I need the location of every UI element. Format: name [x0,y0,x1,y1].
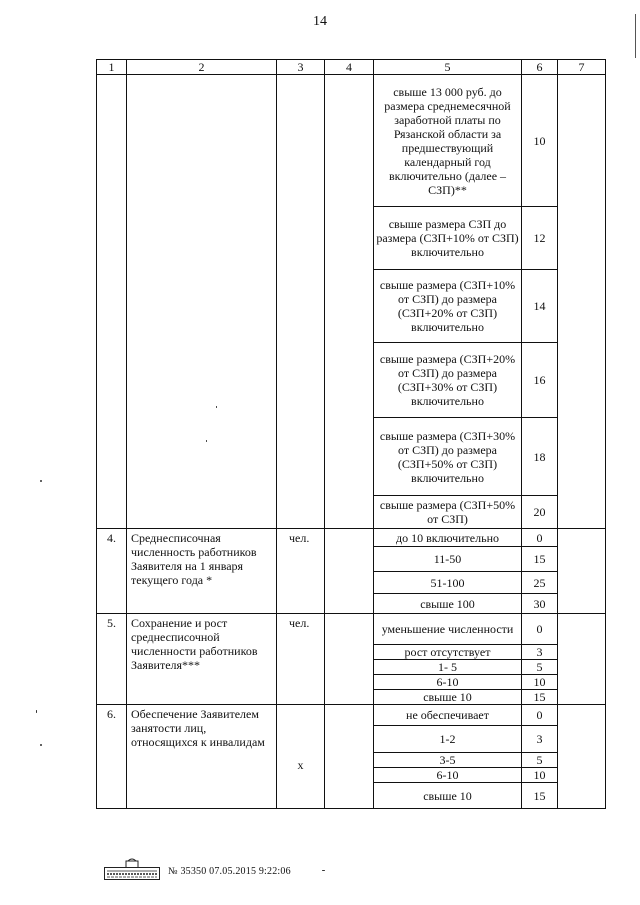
cell-empty [325,614,374,705]
criterion-score: 15 [522,547,558,572]
criterion-value: свыше размера (СЗП+50% от СЗП) [374,496,522,529]
criterion-score: 18 [522,418,558,496]
table-row [97,705,606,726]
criterion-value: до 10 включительно [374,529,522,547]
criterion-unit: чел. [277,529,325,614]
criterion-value: 11-50 [374,547,522,572]
criterion-value: свыше 13 000 руб. до размера среднемесячной заработной платы по Рязанской области за предшествующий календарный год включительно (далее – СЗП)** [374,75,522,207]
criterion-value: уменьшение численности [374,614,522,645]
criterion-unit: x [277,705,325,809]
criterion-value: не обеспечивает [374,705,522,726]
criterion-score: 12 [522,207,558,270]
cell-empty [277,75,325,529]
scan-speck [40,744,42,746]
criterion-score: 10 [522,768,558,783]
criterion-value: 6-10 [374,675,522,690]
criterion-score: 10 [522,75,558,207]
criterion-score: 0 [522,614,558,645]
criterion-number: 4. [97,529,127,614]
criterion-value: 51-100 [374,572,522,594]
criterion-score: 15 [522,690,558,705]
column-header: 2 [127,60,277,75]
cell-empty [325,705,374,809]
document-footer [104,858,524,884]
scan-edge-mark [633,14,636,58]
criterion-score: 25 [522,572,558,594]
criterion-score: 3 [522,726,558,753]
criterion-value: 1-2 [374,726,522,753]
criterion-value: 1- 5 [374,660,522,675]
criterion-value: свыше размера (СЗП+10% от СЗП) до размера (СЗП+20% от СЗП) включительно [374,270,522,343]
criterion-name: Сохранение и рост среднесписочной численности работников Заявителя*** [127,614,277,705]
criterion-value: свыше размера (СЗП+30% от СЗП) до размера (СЗП+50% от СЗП) включительно [374,418,522,496]
column-header: 7 [558,60,606,75]
criterion-name: Среднесписочная численность работников Заявителя на 1 января текущего года * [127,529,277,614]
criterion-value: свыше 10 [374,690,522,705]
criterion-score: 0 [522,529,558,547]
table-row [97,614,606,645]
cell-empty [127,75,277,529]
criteria-table [96,59,606,809]
criterion-value: свыше размера СЗП до размера (СЗП+10% от СЗП) включительно [374,207,522,270]
cell-empty [97,75,127,529]
cell-empty [558,529,606,614]
criterion-score: 30 [522,594,558,614]
criterion-score: 15 [522,783,558,809]
table-row [97,529,606,547]
criterion-name: Обеспечение Заявителем занятости лиц, относящихся к инвалидам [127,705,277,809]
criterion-value: свыше 100 [374,594,522,614]
criterion-score: 0 [522,705,558,726]
column-header: 3 [277,60,325,75]
cell-empty [558,705,606,809]
column-header: 4 [325,60,374,75]
criterion-score: 3 [522,645,558,660]
criterion-score: 5 [522,753,558,768]
criterion-score: 20 [522,496,558,529]
criterion-number: 5. [97,614,127,705]
scan-speck [40,480,42,482]
table-header-row [97,60,606,75]
page-number: 14 [313,14,327,29]
criterion-value: рост отсутствует [374,645,522,660]
column-header: 5 [374,60,522,75]
criterion-value: свыше размера (СЗП+20% от СЗП) до размера (СЗП+30% от СЗП) включительно [374,343,522,418]
cell-empty [558,75,606,529]
column-header: 6 [522,60,558,75]
scan-speck [36,710,37,713]
document-registration-number: № 35350 07.05.2015 9:22:06 [168,866,291,877]
table-row [97,75,606,207]
criterion-value: 3-5 [374,753,522,768]
criterion-score: 5 [522,660,558,675]
cell-empty [558,614,606,705]
cell-empty [325,75,374,529]
cell-empty [325,529,374,614]
criterion-value: 6-10 [374,768,522,783]
column-header: 1 [97,60,127,75]
criterion-score: 10 [522,675,558,690]
criterion-score: 16 [522,343,558,418]
registry-stamp-icon [104,858,160,880]
criterion-unit: чел. [277,614,325,705]
criterion-score: 14 [522,270,558,343]
criterion-value: свыше 10 [374,783,522,809]
criterion-number: 6. [97,705,127,809]
